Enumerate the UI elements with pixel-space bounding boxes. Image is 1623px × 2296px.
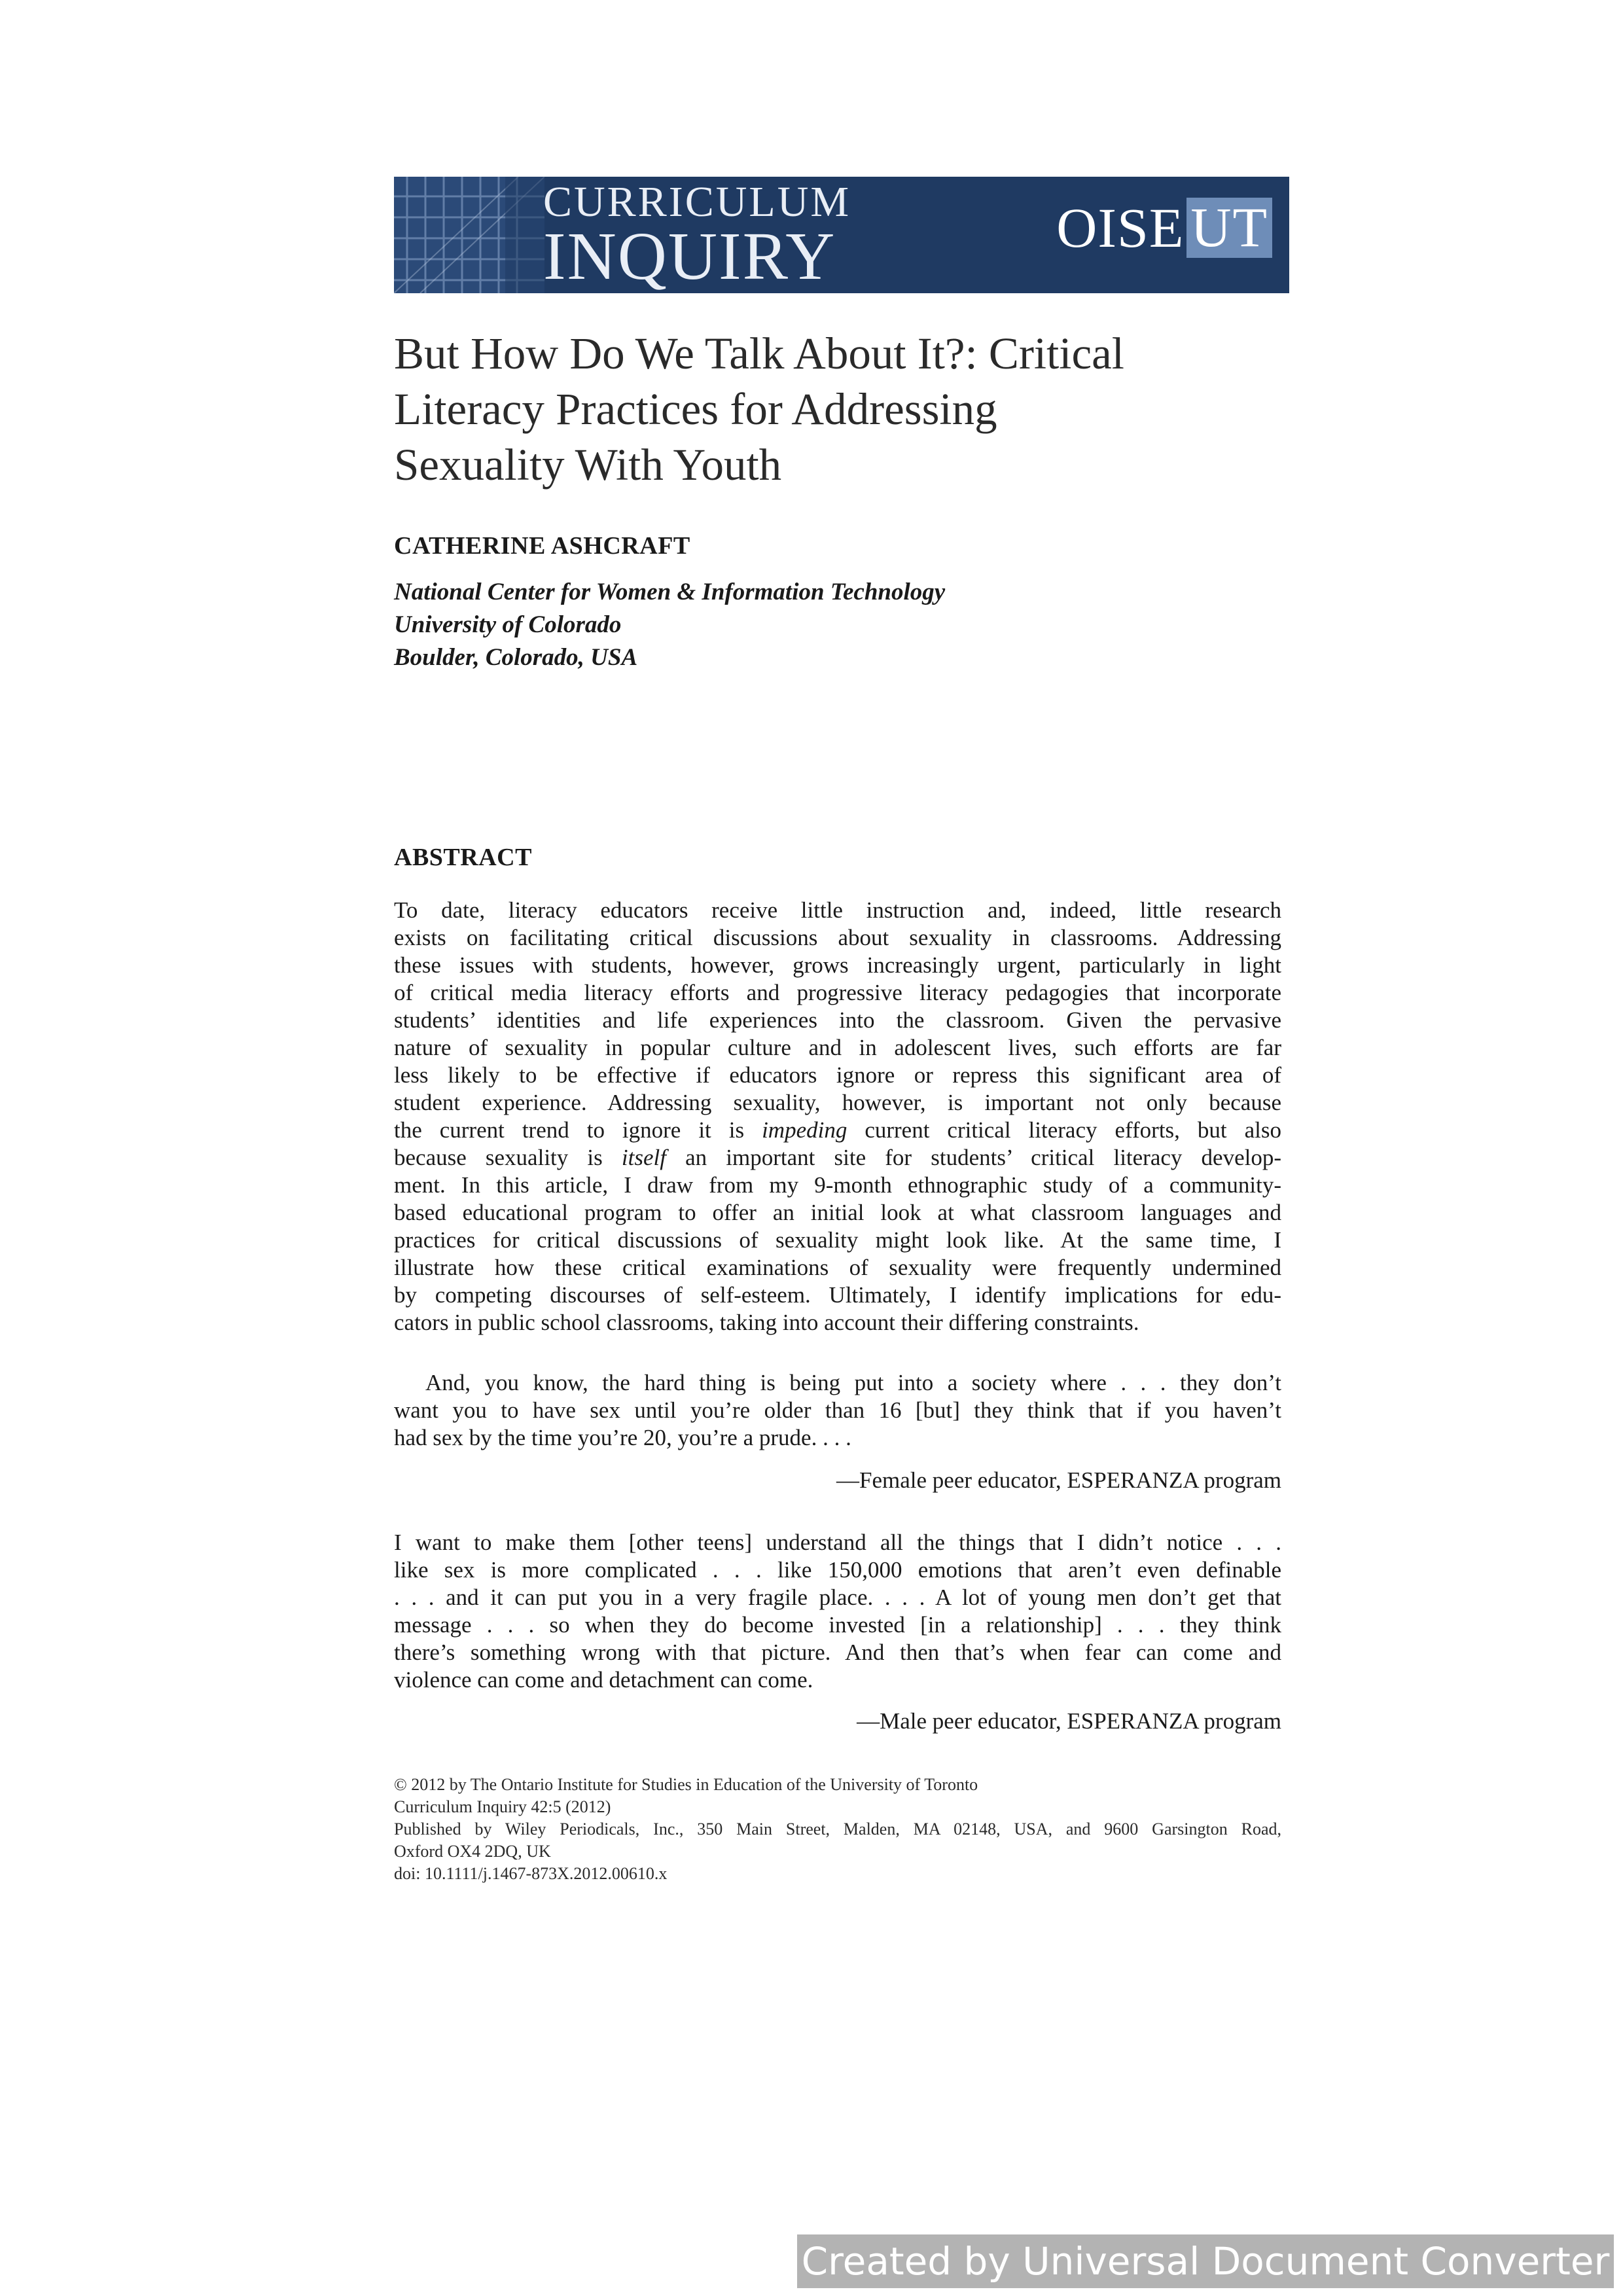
publisher-info: Published by Wiley Periodicals, Inc., 350 Main Street, Malden, MA 02148, USA, and 9600 Garsington Road, <box>394 1820 1281 1839</box>
epigraph-quote <box>394 1529 1281 1694</box>
affiliation-line: National Center for Women & Information Technology <box>394 579 946 605</box>
citation: Curriculum Inquiry 42:5 (2012) <box>394 1797 611 1816</box>
affiliation-line: Boulder, Colorado, USA <box>394 644 638 671</box>
journal-title-line2: INQUIRY <box>543 219 836 293</box>
epigraph-line: had sex by the time you’re 20, you’re a prude. . . . <box>394 1425 851 1450</box>
converter-watermark: Created by Universal Document Converter <box>797 2234 1614 2288</box>
article-title-line: But How Do We Talk About It?: Critical <box>394 329 1124 378</box>
epigraph-line: there’s something wrong with that picture. And then that’s when fear can come and <box>394 1640 1281 1665</box>
abstract-line: cators in public school classrooms, taking into account their differing constraints. <box>394 1310 1139 1335</box>
author-name: CATHERINE ASHCRAFT <box>394 532 690 560</box>
abstract-heading: ABSTRACT <box>394 844 532 871</box>
abstract-line: by competing discourses of self-esteem. Ultimately, I identify implications for edu- <box>394 1282 1281 1308</box>
epigraph-quote <box>394 1369 1281 1452</box>
article-title-line: Literacy Practices for Addressing <box>394 384 997 434</box>
article-title-line: Sexuality With Youth <box>394 440 782 490</box>
publisher-info: Oxford OX4 2DQ, UK <box>394 1842 551 1861</box>
abstract-line: ment. In this article, I draw from my 9-month ethnographic study of a community- <box>394 1172 1281 1198</box>
epigraph-line: And, you know, the hard thing is being put into a society where . . . they don’t <box>425 1370 1281 1395</box>
affiliation-line: University of Colorado <box>394 611 622 638</box>
doi: doi: 10.1111/j.1467-873X.2012.00610.x <box>394 1864 668 1883</box>
banner-grid-pattern <box>394 177 544 293</box>
epigraph-line: message . . . so when they do become invested [in a relationship] . . . they think <box>394 1612 1281 1638</box>
publication-footer <box>394 1774 1281 1885</box>
emphasis: impeding <box>762 1117 847 1143</box>
epigraph-line: . . . and it can put you in a very fragile place. . . . A lot of young men don’t get that <box>394 1585 1281 1610</box>
abstract-line: practices for critical discussions of sexuality might look like. At the same time, I <box>394 1227 1281 1253</box>
epigraph-attribution: —Male peer educator, ESPERANZA program <box>857 1708 1281 1734</box>
epigraph-line: violence can come and detachment can come. <box>394 1667 813 1693</box>
abstract-line: exists on facilitating critical discussions about sexuality in classrooms. Addressing <box>394 925 1281 950</box>
author-affiliation <box>394 576 945 674</box>
abstract-line: of critical media literacy efforts and progressive literacy pedagogies that incorporate <box>394 980 1281 1005</box>
abstract-line: the current trend to ignore it is impeding current critical literacy efforts, but also <box>394 1117 1281 1143</box>
journal-title <box>543 178 851 293</box>
journal-banner <box>394 177 1289 293</box>
epigraph-attribution: —Female peer educator, ESPERANZA program <box>836 1467 1281 1493</box>
abstract-line: based educational program to offer an initial look at what classroom languages and <box>394 1200 1281 1225</box>
abstract-line: less likely to be effective if educators ignore or repress this significant area of <box>394 1062 1281 1088</box>
abstract-body <box>394 897 1281 1336</box>
oise-ut-logo <box>1056 195 1272 260</box>
abstract-line: To date, literacy educators receive little instruction and, indeed, little research <box>394 897 1281 923</box>
abstract-line: student experience. Addressing sexuality, however, is important not only because <box>394 1090 1281 1115</box>
epigraph-line: I want to make them [other teens] understand all the things that I didn’t notice . . . <box>394 1530 1281 1555</box>
abstract-line: because sexuality is itself an important site for students’ critical literacy develop- <box>394 1145 1281 1170</box>
abstract-line: illustrate how these critical examinations of sexuality were frequently undermined <box>394 1255 1281 1280</box>
abstract-line: these issues with students, however, grows increasingly urgent, particularly in light <box>394 952 1281 978</box>
journal-title-line1: CURRICULUM <box>543 178 851 226</box>
epigraph-line: like sex is more complicated . . . like 150,000 emotions that aren’t even definable <box>394 1557 1281 1583</box>
epigraph-line: want you to have sex until you’re older than 16 [but] they think that if you haven’t <box>394 1397 1281 1423</box>
logo-ut: UT <box>1186 198 1272 258</box>
copyright-notice: © 2012 by The Ontario Institute for Studies in Education of the University of Toronto <box>394 1775 978 1794</box>
logo-oise: OISE <box>1056 196 1185 259</box>
abstract-line: nature of sexuality in popular culture and in adolescent lives, such efforts are far <box>394 1035 1281 1060</box>
abstract-line: students’ identities and life experiences into the classroom. Given the pervasive <box>394 1007 1281 1033</box>
emphasis: itself <box>621 1145 666 1170</box>
article-title <box>394 326 1310 493</box>
